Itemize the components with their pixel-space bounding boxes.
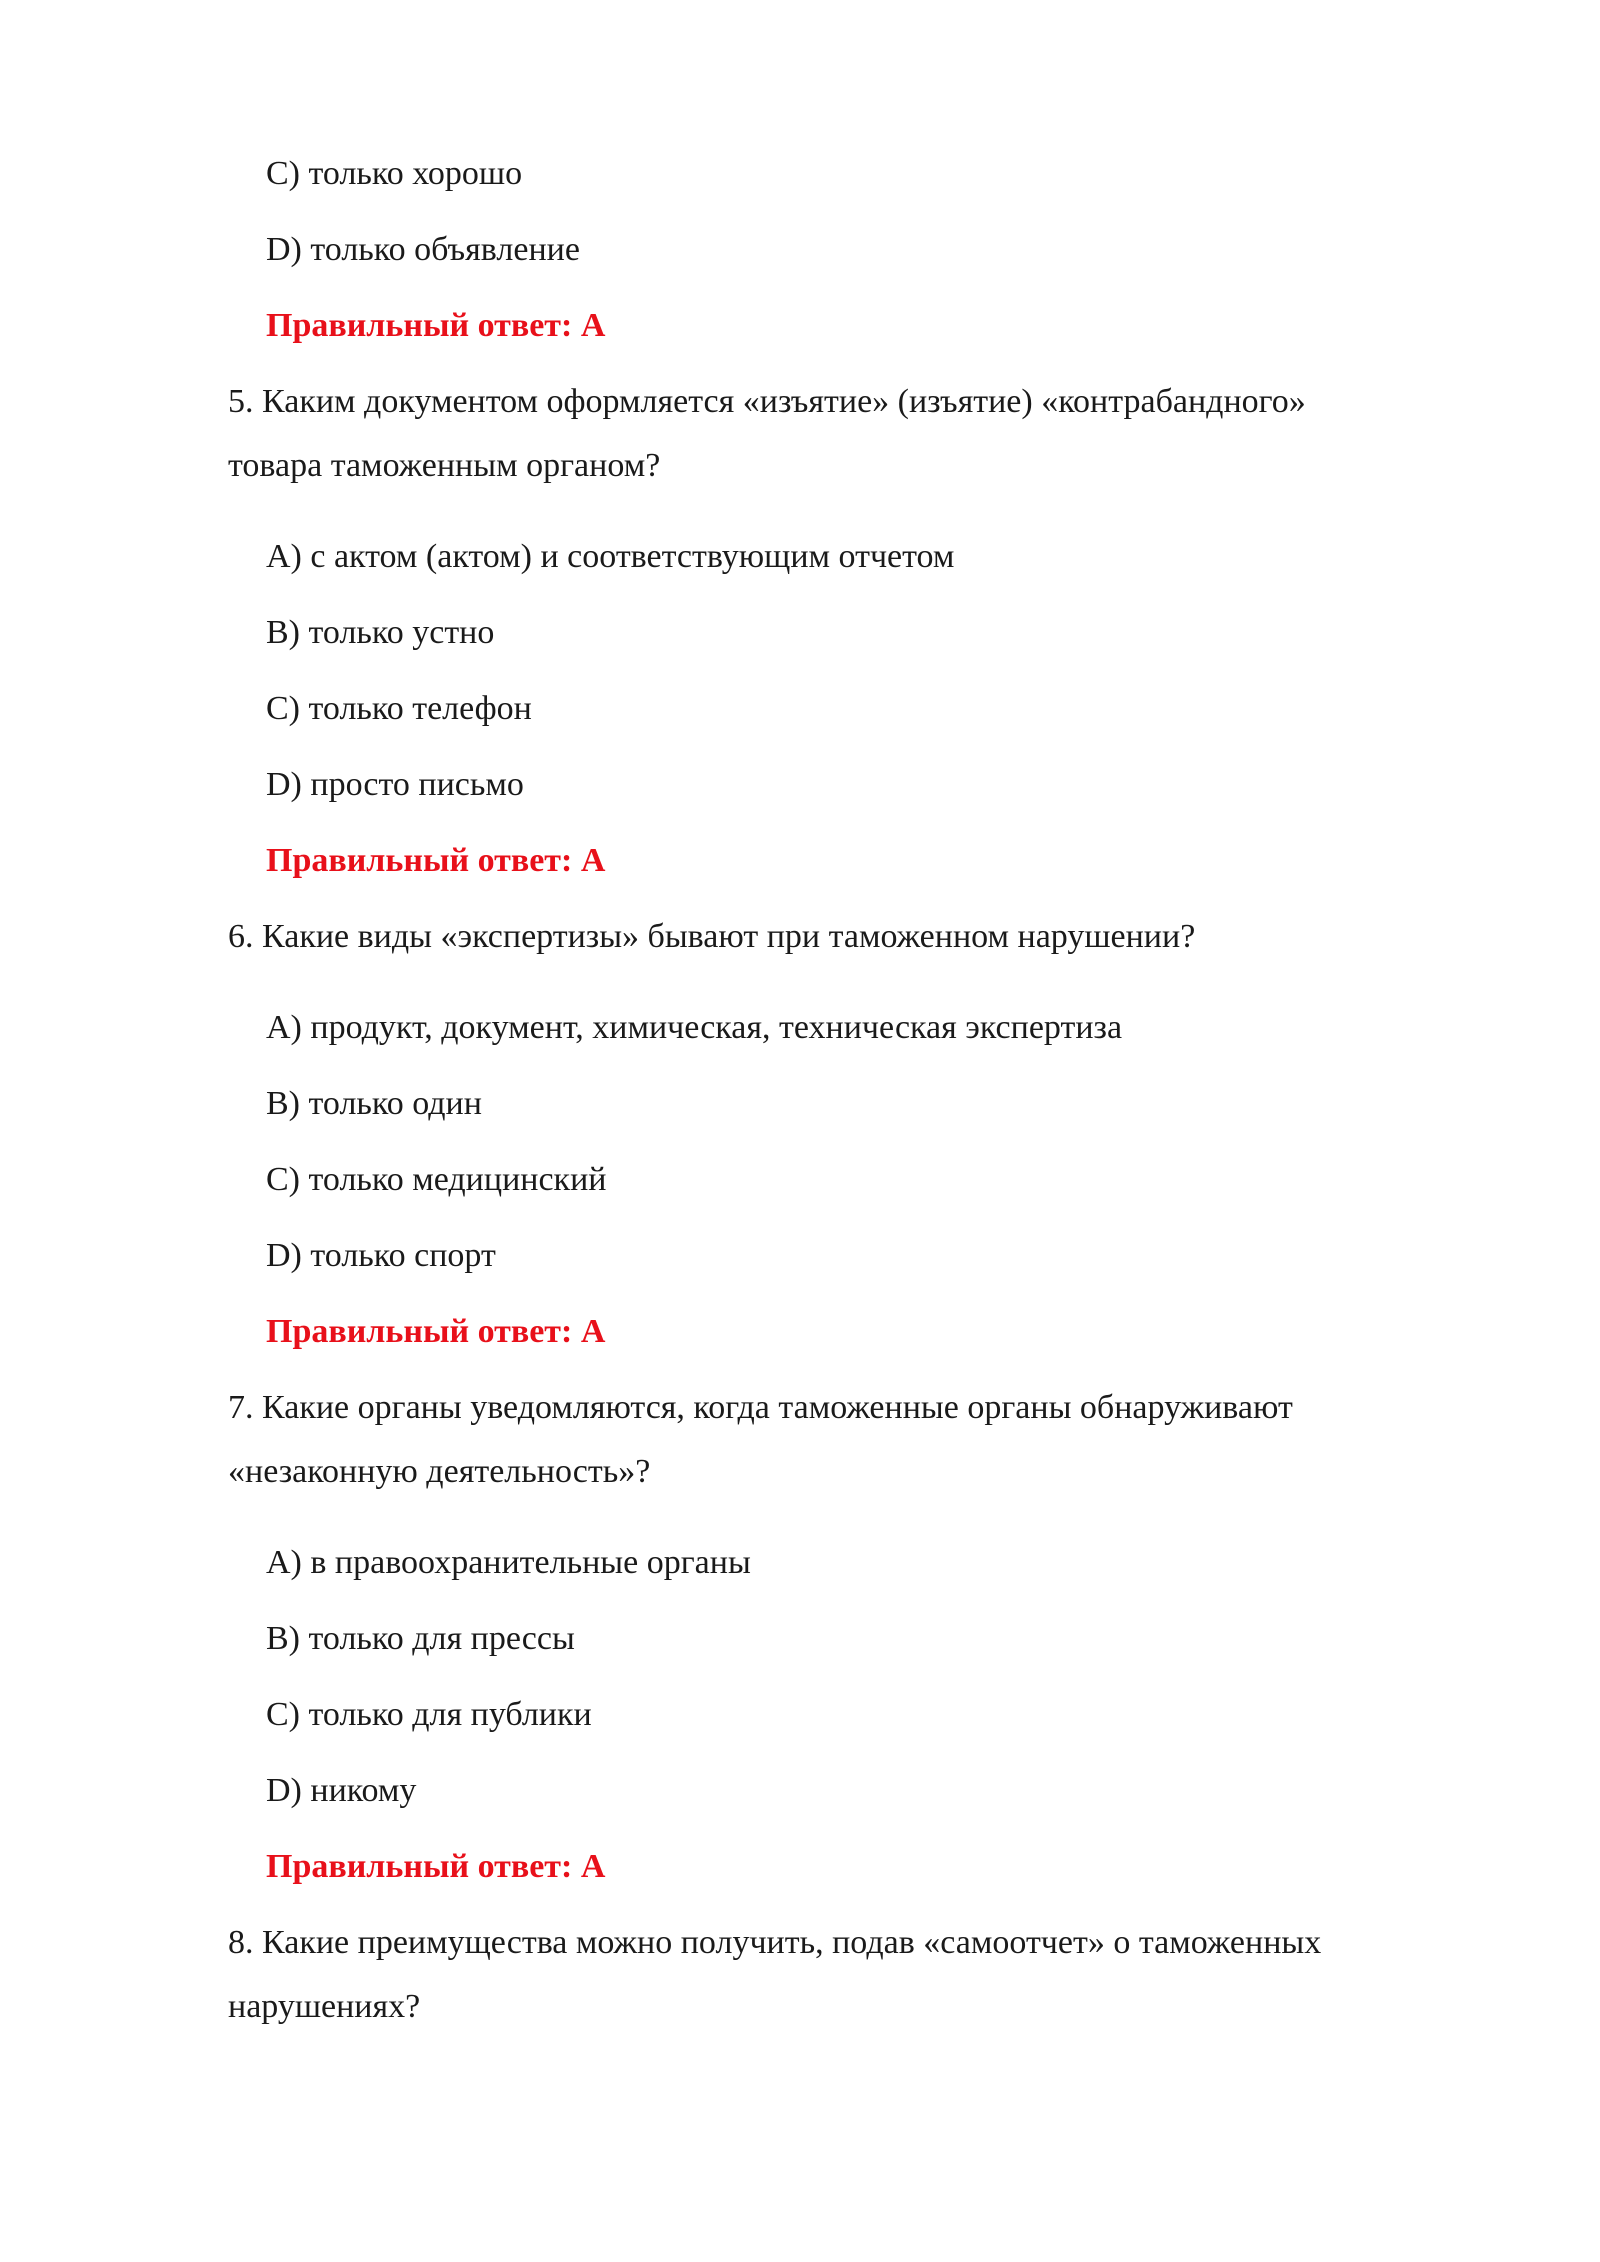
question-8-line-2: нарушениях? (228, 1988, 421, 2025)
option-a-q5: A) с актом (актом) и соответствующим отчетом (266, 538, 955, 575)
correct-answer-q6: Правильный ответ: A (266, 1313, 606, 1350)
question-7-line-1: 7. Какие органы уведомляются, когда таможенные органы обнаруживают (228, 1389, 1293, 1426)
option-b-q5: B) только устно (266, 614, 495, 651)
option-c-q5: C) только телефон (266, 690, 532, 727)
option-b-q6: B) только один (266, 1085, 482, 1122)
question-8-line-1: 8. Какие преимущества можно получить, подав «самоотчет» о таможенных (228, 1924, 1322, 1961)
correct-answer-q5: Правильный ответ: A (266, 842, 606, 879)
question-6: 6. Какие виды «экспертизы» бывают при таможенном нарушении? (228, 918, 1196, 955)
question-5-line-2: товара таможенным органом? (228, 447, 661, 484)
correct-answer-q4: Правильный ответ: A (266, 307, 606, 344)
option-c-q7: C) только для публики (266, 1696, 592, 1733)
option-d-q4: D) только объявление (266, 231, 580, 268)
option-d-q6: D) только спорт (266, 1237, 496, 1274)
question-7-line-2: «незаконную деятельность»? (228, 1453, 651, 1490)
option-a-q6: A) продукт, документ, химическая, техническая экспертиза (266, 1009, 1123, 1046)
option-a-q7: A) в правоохранительные органы (266, 1544, 751, 1581)
option-d-q7: D) никому (266, 1772, 417, 1809)
correct-answer-q7: Правильный ответ: A (266, 1848, 606, 1885)
option-d-q5: D) просто письмо (266, 766, 524, 803)
option-c-q4: C) только хорошо (266, 155, 523, 192)
option-b-q7: B) только для прессы (266, 1620, 575, 1657)
question-5-line-1: 5. Каким документом оформляется «изъятие» (изъятие) «контрабандного» (228, 383, 1306, 420)
option-c-q6: C) только медицинский (266, 1161, 607, 1198)
